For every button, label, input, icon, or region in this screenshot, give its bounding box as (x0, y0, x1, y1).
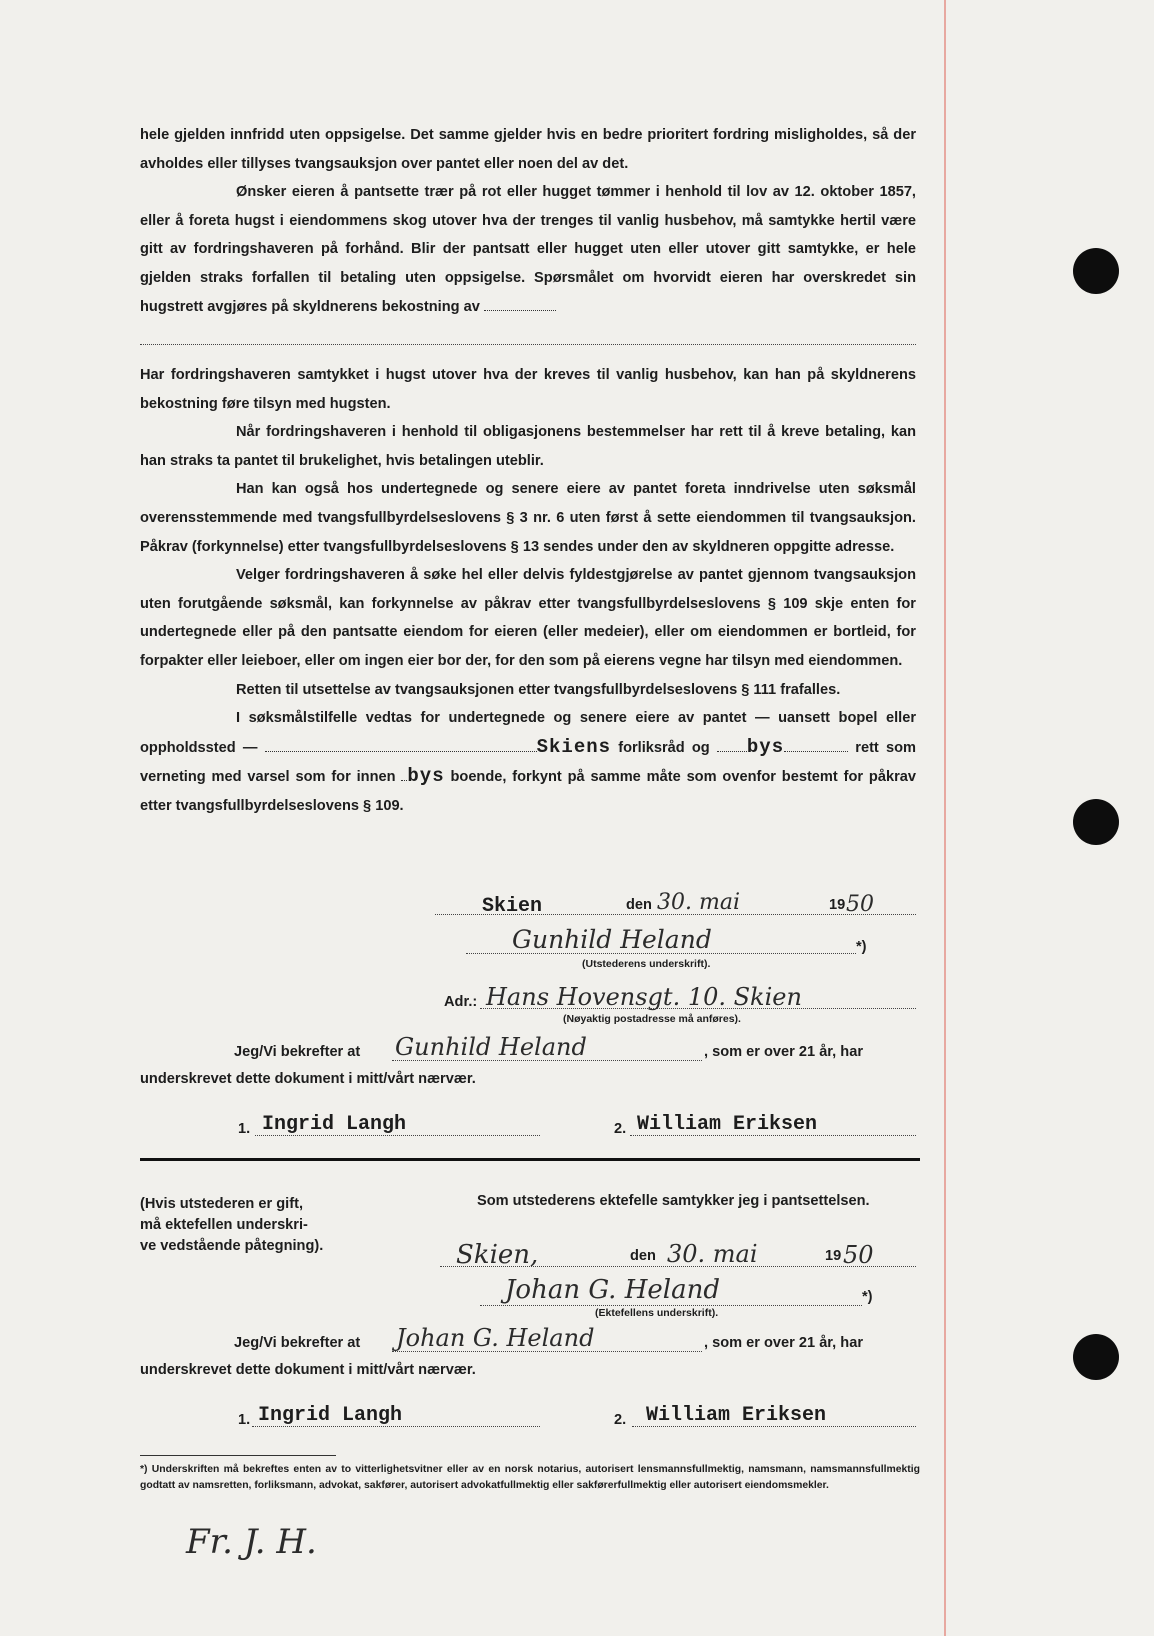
footnote-text: *) Underskriften må bekreftes enten av to vitterlighetsvitner eller av en norsk notarius, autorisert lensmannsfullmektig, namsmann, namsmannsfullmektig godtatt av namsretten, forliksmann, advokat, sakfører, autorisert advokatfullmektig eller sakførerfullmektig eller autorisert eiendomsmekler. (140, 1464, 920, 1491)
spouse-note-line: (Hvis utstederen er gift, (140, 1196, 303, 1212)
issuer-place: Skien (482, 895, 543, 918)
witness1-first-line (255, 1135, 540, 1136)
punch-hole-icon (1073, 248, 1119, 294)
paragraph-8b: forliksråd og (618, 739, 710, 756)
blank-dotted-line (140, 344, 916, 345)
address-dotted-line (480, 1008, 916, 1009)
issuer-signature: Gunhild Heland (512, 925, 712, 954)
witness2-name-signed: Johan G. Heland (396, 1324, 595, 1352)
spouse-year-prefix: 19 (825, 1248, 842, 1264)
blank-dotted (784, 737, 848, 752)
footnote (140, 1462, 920, 1494)
spouse-note-line: ve vedstående påtegning). (140, 1238, 324, 1254)
date-dotted-line (435, 914, 916, 915)
footnote-rule (140, 1455, 336, 1456)
signature-dotted-line (466, 953, 856, 954)
paragraph-2 (140, 178, 916, 321)
filled-innen-type: bys (407, 765, 445, 788)
paragraph-7: Retten til utsettelse av tvangsauksjonen etter tvangsfullbyrdelseslovens § 111 frafalles. (236, 681, 841, 698)
issuer-signature-caption: (Utstederens underskrift). (582, 958, 711, 970)
paragraph-6: Velger fordringshaveren å søke hel eller delvis fyldestgjørelse av pantet gjennom tvangsauksjon uten forutgående søksmål, kan forkynnelse av påkrav etter tvangsfullbyrdelseslovens § 109 skje enten for undertegnede eller på den pantsatte eiendom for eieren (eller medeier), eller om eiendommen er bortleid, for forpakter eller leieboer, eller om ingen eier bor der, for den som på eierens vegne har tilsyn med eiendommen. (140, 567, 916, 669)
spouse-den-label: den (630, 1248, 656, 1264)
text-block-middle (140, 361, 916, 821)
witness1-second: William Eriksen (637, 1113, 818, 1136)
witness1-n1: 1. (238, 1121, 251, 1137)
witness1-line2: underskrevet dette dokument i mitt/vårt nærvær. (140, 1071, 476, 1087)
witness1-n2: 2. (614, 1121, 627, 1137)
blank-dotted (265, 737, 537, 752)
text-block-upper (140, 121, 916, 321)
witness2-post: , som er over 21 år, har (704, 1335, 863, 1351)
paragraph-8a: I søksmålstilfelle vedtas for undertegnede og senere eiere av pantet — uansett bopel eller oppholdssted — (140, 710, 916, 756)
witness1-name-line (392, 1060, 702, 1061)
witness2-n1: 1. (238, 1412, 251, 1428)
witness2-pre: Jeg/Vi bekrefter at (234, 1335, 361, 1351)
witness2-first-line (252, 1426, 540, 1427)
red-margin-line (944, 0, 946, 1636)
paragraph-8e: boende, forkynt på samme måte som ovenfor bestemt for påkrav etter tvangsfullbyrdelseslovens § 109. (140, 769, 916, 814)
paragraph-2-text: Ønsker eieren å pantsette trær på rot eller hugget tømmer i henhold til lov av 12. oktober 1857, eller å foreta hugst i eiendommens skog utover hva der trenges til vanlig husbehov, må samtykke hertil være gitt av fordringshaveren på forhånd. Blir der pantsatt eller hugget uten eller utover gitt samtykke, er hele gjelden straks forfallen til betaling uten oppsigelse. Spørsmålet om hvorvidt eieren har overskredet sin hugstrett avgjøres på skyldnerens bekostning av (140, 184, 916, 315)
section-divider (140, 1158, 920, 1161)
witness1-name-signed: Gunhild Heland (395, 1033, 587, 1061)
filled-forliksrad-place: Skiens (536, 735, 612, 758)
issuer-address: Hans Hovensgt. 10. Skien (486, 983, 802, 1011)
paragraph-4: Når fordringshaveren i henhold til obligasjonens bestemmelser har rett til å kreve betaling, kan han straks ta pantet til brukelighet, hvis betalingen uteblir. (140, 424, 916, 469)
spouse-footnote-ref: *) (862, 1289, 873, 1305)
punch-hole-icon (1073, 799, 1119, 845)
witness2-first: Ingrid Langh (258, 1404, 403, 1427)
spouse-signature-line (480, 1305, 862, 1306)
witness2-name-line (392, 1351, 702, 1352)
issuer-date: 30. mai (657, 890, 740, 915)
blank-dotted (717, 737, 747, 752)
paragraph-1: hele gjelden innfridd uten oppsigelse. Det samme gjelder hvis en bedre prioritert fordring misligholdes, så der avholdes eller tillyses tvangsauksjon over pantet eller noen del av det. (140, 127, 916, 172)
spouse-note (140, 1194, 323, 1257)
paragraph-3: Har fordringshaveren samtykket i hugst utover hva der kreves til vanlig husbehov, kan han på skyldnerens bekostning føre tilsyn med hugsten. (140, 367, 916, 412)
spouse-date-line (440, 1266, 916, 1267)
punch-hole-icon (1073, 1334, 1119, 1380)
issuer-den-label: den (626, 897, 652, 913)
spouse-signature: Johan G. Heland (505, 1275, 720, 1305)
spouse-year-suffix: 50 (843, 1241, 874, 1269)
issuer-footnote-ref: *) (856, 939, 867, 955)
witness2-n2: 2. (614, 1412, 627, 1428)
address-label: Adr.: (444, 994, 478, 1010)
paragraph-8c: rett (855, 739, 879, 756)
spouse-consent: Som utstederens ektefelle samtykker jeg i pantsettelsen. (477, 1193, 870, 1209)
spouse-date: 30. mai (667, 1240, 758, 1268)
witness2-second: William Eriksen (646, 1404, 827, 1427)
witness1-second-line (630, 1135, 916, 1136)
witness1-first: Ingrid Langh (262, 1113, 407, 1136)
paragraph-8 (140, 704, 916, 820)
initials-handwritten: Fr. J. H. (186, 1522, 317, 1562)
witness2-second-line (632, 1426, 916, 1427)
blank-dotted (484, 296, 556, 311)
issuer-year-suffix: 50 (846, 892, 874, 917)
address-caption: (Nøyaktig postadresse må anføres). (563, 1013, 741, 1025)
witness2-line2: underskrevet dette dokument i mitt/vårt nærvær. (140, 1362, 476, 1378)
filled-rett-type: bys (746, 735, 785, 758)
issuer-year-prefix: 19 (829, 897, 846, 913)
spouse-signature-caption: (Ektefellens underskrift). (595, 1307, 719, 1319)
spouse-place: Skien, (456, 1240, 539, 1270)
witness1-post: , som er over 21 år, har (704, 1044, 863, 1060)
witness1-pre: Jeg/Vi bekrefter at (234, 1044, 361, 1060)
paragraph-8d: som verneting med varsel som for innen (140, 739, 916, 786)
spouse-note-line: må ektefellen underskri- (140, 1217, 308, 1233)
paragraph-5: Han kan også hos undertegnede og senere eiere av pantet foreta inndrivelse uten søksmål overensstemmende med tvangsfullbyrdelseslovens § 3 nr. 6 uten først å sette eiendommen til tvangsauksjon. Påkrav (forkynnelse) etter tvangsfullbyrdelseslovens § 13 sendes under den av skyldneren oppgitte adresse. (140, 481, 916, 555)
